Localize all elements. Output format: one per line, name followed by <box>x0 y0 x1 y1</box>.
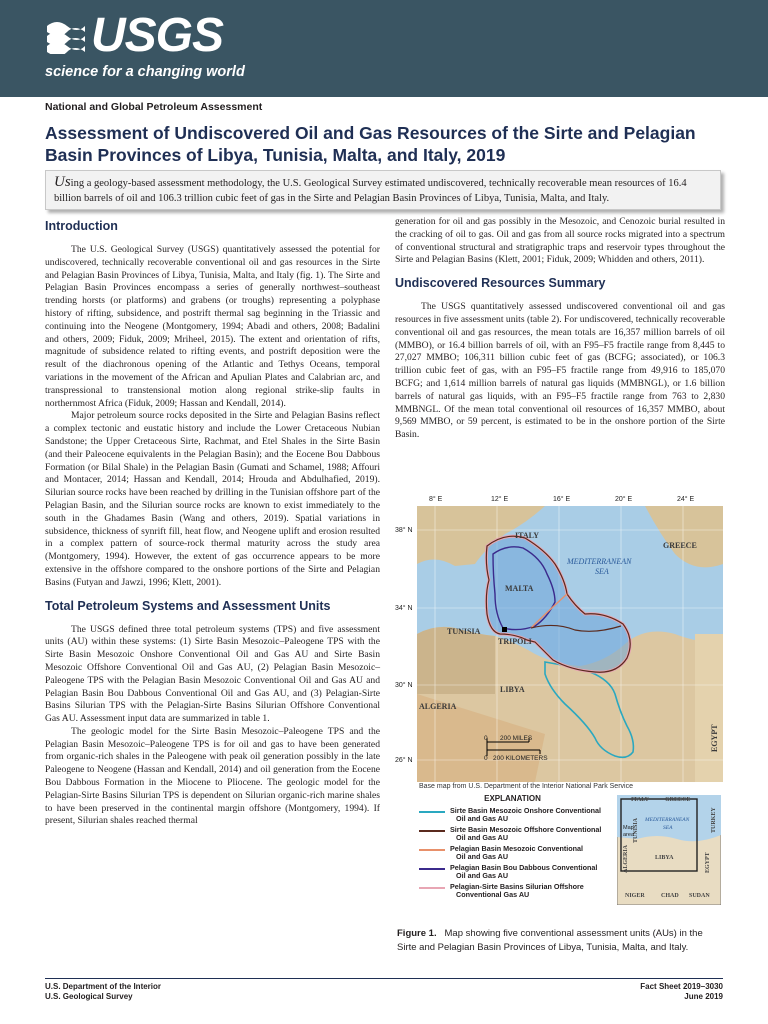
inset-tunisia: TUNISIA <box>633 817 639 843</box>
legend-label: Oil and Gas AU <box>456 833 509 842</box>
inset-sudan: SUDAN <box>689 893 710 899</box>
lon-label: 12° E <box>491 496 509 503</box>
scale-miles-label: 200 MILES <box>500 735 533 742</box>
logo-wordmark: USGS <box>91 9 224 62</box>
footer-rule <box>45 978 723 979</box>
legend-label: Conventional Gas AU <box>456 890 530 899</box>
footer-sheet-number: Fact Sheet 2019–3030 <box>640 982 723 991</box>
label-libya: LIBYA <box>500 685 525 694</box>
right-column <box>395 216 725 442</box>
label-sea-line1: MEDITERRANEAN <box>567 557 632 566</box>
legend-label: Oil and Gas AU <box>456 871 509 880</box>
footer-agency: U.S. Geological Survey <box>45 992 133 1001</box>
scale-zero-label: 0 <box>484 735 488 742</box>
legend-label: Pelagian-Sirte Basins Silurian Offshore <box>450 881 584 891</box>
inset-sea-line2: SEA <box>663 825 673 831</box>
label-sea-line2: SEA <box>595 567 609 576</box>
lat-label: 38° N <box>395 527 413 534</box>
tps-paragraph-1: The USGS defined three total petroleum systems (TPS) and five assessment units (AU) within these systems: (1) Sirte Basin Mesozoic–Paleogene TPS with the Sirte Basin Mesozoic Onshore Conventional Oil and Gas AU and Sirte Basin Mesozoic Offshore Conventional Oil and Gas AU, (2) Pelagian Basin Mesozoic–Paleogene TPS with the Pelagian Basin Mesozoic Conventional Oil and Gas AU and Pelagian Basin Bou Dabbous Conventional Oil and Gas AU, and (3) Pelagian-Sirte Basins Silurian TPS with the Pelagian-Sirte Basins Silurian Offshore Conventional Gas AU. Assessment input data are summarized in table 1. <box>45 623 380 725</box>
footer-right <box>640 982 723 1002</box>
usgs-logo[interactable] <box>45 9 245 84</box>
figure-caption-text: Map showing five conventional assessment units (AUs) in the Sirte and Pelagian Basin Provinces of Libya, Tunisia, Malta, and Italy. <box>397 928 703 953</box>
tps-heading: Total Petroleum Systems and Assessment Units <box>45 598 331 613</box>
tripoli-marker-icon <box>502 627 507 632</box>
inset-turkey: TURKEY <box>711 807 717 833</box>
inset-map-area-label: Map <box>623 825 634 831</box>
assessment-map <box>395 494 725 786</box>
lat-label: 26° N <box>395 757 413 764</box>
introduction-heading: Introduction <box>45 219 118 233</box>
footer-department: U.S. Department of the Interior <box>45 982 162 991</box>
lon-label: 24° E <box>677 496 695 503</box>
label-tunisia: TUNISIA <box>447 627 481 636</box>
usgs-banner <box>0 0 768 97</box>
legend-label: Sirte Basin Mesozoic Onshore Conventional <box>450 805 601 815</box>
legend-swatch <box>419 811 445 813</box>
map-legend <box>415 795 610 902</box>
page-title: Assessment of Undiscovered Oil and Gas Resources of the Sirte and Pelagian Basin Provinces of Libya, Tunisia, Malta, and Italy, 2019 <box>45 123 696 165</box>
continued-paragraph: generation for oil and gas possibly in the Mesozoic, and Cenozoic burial resulted in the cracking of oil to gas. Oil and gas from all source rocks migrated into a spectrum of conventional structural and stratigraphic traps and reservoir types throughout the Sirte and Pelagian Basins (Klett, 2001; Fiduk, 2009; Whidden and others, 2011). <box>395 216 725 266</box>
legend-item <box>415 883 610 900</box>
scale-km-label: 200 KILOMETERS <box>493 755 548 762</box>
lon-label: 20° E <box>615 496 633 503</box>
series-title: National and Global Petroleum Assessment <box>45 101 263 113</box>
inset-chad: CHAD <box>661 893 679 899</box>
inset-niger: NIGER <box>625 893 645 899</box>
tps-paragraph-2: The geologic model for the Sirte Basin Mesozoic–Paleogene TPS and the Pelagian Basin Mesozoic–Paleogene TPS is for oil and gas to have been generated from organic-rich shales in the Paleogene with peak oil generation possibly in the late Paleogene to Neogene (Hassan and Kendall, 2014) and oil generation from the Eocene Bou Dabbous Formation in the Miocene to Pliocene. The geologic model for the Pelagian-Sirte Basins Silurian TPS is dependent on Silurian organic-rich marine shales to have been preserved in the continental margin offshore (Montgomery, 1994). If present, Silurian shales reached thermal <box>45 725 380 827</box>
abstract-text: ing a geology-based assessment methodology, the U.S. Geological Survey estimated undiscovered, technically recoverable mean resources of 16.4 billion barrels of oil and 106.3 trillion cubic feet of gas in the Sirte and Pelagian Basin Provinces of Libya, Tunisia, Malta, and Italy. <box>54 178 687 204</box>
summary-heading: Undiscovered Resources Summary <box>395 276 606 291</box>
legend-swatch <box>419 830 445 832</box>
legend-item <box>415 807 610 824</box>
legend-label: Pelagian Basin Mesozoic Conventional <box>450 843 583 853</box>
legend-swatch <box>419 887 445 889</box>
abstract-box <box>45 170 721 210</box>
abstract-dropcap: Us <box>54 174 71 190</box>
legend-label: Oil and Gas AU <box>456 814 509 823</box>
usgs-wave-icon <box>45 16 87 54</box>
label-greece: GREECE <box>663 541 697 550</box>
inset-sea-line1: MEDITERRANEAN <box>645 817 690 823</box>
lon-label: 8° E <box>429 496 443 503</box>
inset-svg <box>617 795 721 905</box>
footer-left <box>45 982 161 1002</box>
legend-swatch <box>419 868 445 870</box>
map-tunisia-land <box>417 627 495 694</box>
map-svg <box>395 494 725 786</box>
inset-algeria: ALGERIA <box>623 844 629 873</box>
label-malta: MALTA <box>505 584 534 593</box>
lat-label: 30° N <box>395 682 413 689</box>
footer-date: June 2019 <box>684 992 723 1001</box>
scale-zero-label: 0 <box>484 755 488 762</box>
inset-greece: GREECE <box>665 797 691 803</box>
legend-item <box>415 845 610 862</box>
left-column <box>45 216 380 828</box>
label-algeria: ALGERIA <box>419 702 457 711</box>
legend-item <box>415 826 610 843</box>
legend-label: Oil and Gas AU <box>456 852 509 861</box>
inset-map-area-label: area <box>623 832 635 838</box>
label-italy: ITALY <box>515 531 540 540</box>
lon-label: 16° E <box>553 496 571 503</box>
map-source-note: Base map from U.S. Department of the Interior National Park Service <box>419 783 633 790</box>
legend-item <box>415 864 610 881</box>
legend-label: Pelagian Basin Bou Dabbous Conventional <box>450 862 598 872</box>
inset-locator-map <box>617 795 721 905</box>
intro-paragraph-1: The U.S. Geological Survey (USGS) quantitatively assessed the potential for undiscovered, technically recoverable conventional oil and gas resources in the Sirte and Pelagian Basin Provinces of Libya, Tunisia, Malta, and Italy (fig. 1). The Sirte and Pelagian Basin Provinces encompass a series of generally northwest–southeast trending horsts (or platforms) and grabens (or troughs) representing a polyphase history of rifting, subsidence, and postrift thermal sag beginning in the Triassic and continuing into the Neogene (Montgomery, 1994; Abadi and others, 2008; Badalini and others, 2009; Fiduk, 2009; Mriheel, 2015). The extent and orientation of rifts, magnitude of subsidence related to rifting events, and postrift deposition were the result of the diachronous opening of the Atlantic and Tethys Oceans, temporal variations in the movement of the African and Apulian Plates and Calabrian arc, and transpressional to transtensional motion along regional strike-slip faults in northernmost Africa (Fiduk, 2009; Hassan and Kendall, 2014). <box>45 244 380 409</box>
inset-libya: LIBYA <box>655 855 674 861</box>
logo-tagline: science for a changing world <box>45 64 245 80</box>
summary-paragraph: The USGS quantitatively assessed undiscovered conventional oil and gas resources in five assessment units (table 2). For undiscovered, technically recoverable conventional oil and gas resources, the mean totals are 16,357 million barrels of oil (MMBO), or 16.4 billion barrels of oil, with an F95–F5 fractile range from 8,445 to 27,027 MMBO; 106,311 billion cubic feet of gas (BCFG; associated), or 106.3 trillion cubic feet of gas, with an F95–F5 fractile range from 49,916 to 185,070 BCFG; and 1,614 million barrels of natural gas liquids (MMBNGL), or 1.6 billion barrels of natural gas liquids, with an F95–F5 fractile range from 763 to 2,830 MMBNGL. Of the mean total conventional oil resources of 16,357 MMBO, about 9,569 MMBO, or 59 percent, is estimated to be in the onshore portion of the Sirte Basin. <box>395 301 725 441</box>
legend-swatch <box>419 849 445 851</box>
legend-label: Sirte Basin Mesozoic Offshore Conventional <box>450 824 602 834</box>
figure-caption <box>397 927 722 955</box>
lat-label: 34° N <box>395 605 413 612</box>
inset-egypt: EGYPT <box>705 852 711 873</box>
inset-italy: ITALY <box>631 797 650 803</box>
label-egypt: EGYPT <box>710 724 719 752</box>
intro-paragraph-2: Major petroleum source rocks deposited in the Sirte and Pelagian Basins reflect a complex tectonic and eustatic history and include the Lower Cretaceous Nubian Sandstone; the Upper Cretaceous Sirte, Rachmat, and Etel Shales in the Sirte Basin (and their Paleocene equivalents in the Pelagian Basin); and the Eocene Bou Dabbous Formation (or Bilal Shale) in the Pelagian Basin (Gumati and Schamel, 1988; Affouri and Montacer, 2014; Hassan and Kendall, 2014; Hrouda and Abdulhafied, 2019). Silurian source rocks have been reached by drilling in the Tunisian offshore part of the Pelagian Basin, and the Silurian source rocks are known to exist immediately to the south in the Ghadames Basin (Wang and others, 2019). Spatial variations in subsidence, thickness of synrift fill, heat flow, and Neogene uplift and erosion resulted in a complex pattern of source-rock thermal maturity across the study area (Montgomery, 1994). However, the extent of gas occurrence appears to be more extensive in the offshore compared to the onshore portions of the Sirte and Pelagian Basins (Futyan and Jawzi, 1996; Klett, 2001). <box>45 410 380 588</box>
label-tripoli: TRIPOLI <box>498 637 532 646</box>
legend-title: EXPLANATION <box>484 794 541 803</box>
figure-label: Figure 1. <box>397 928 437 939</box>
